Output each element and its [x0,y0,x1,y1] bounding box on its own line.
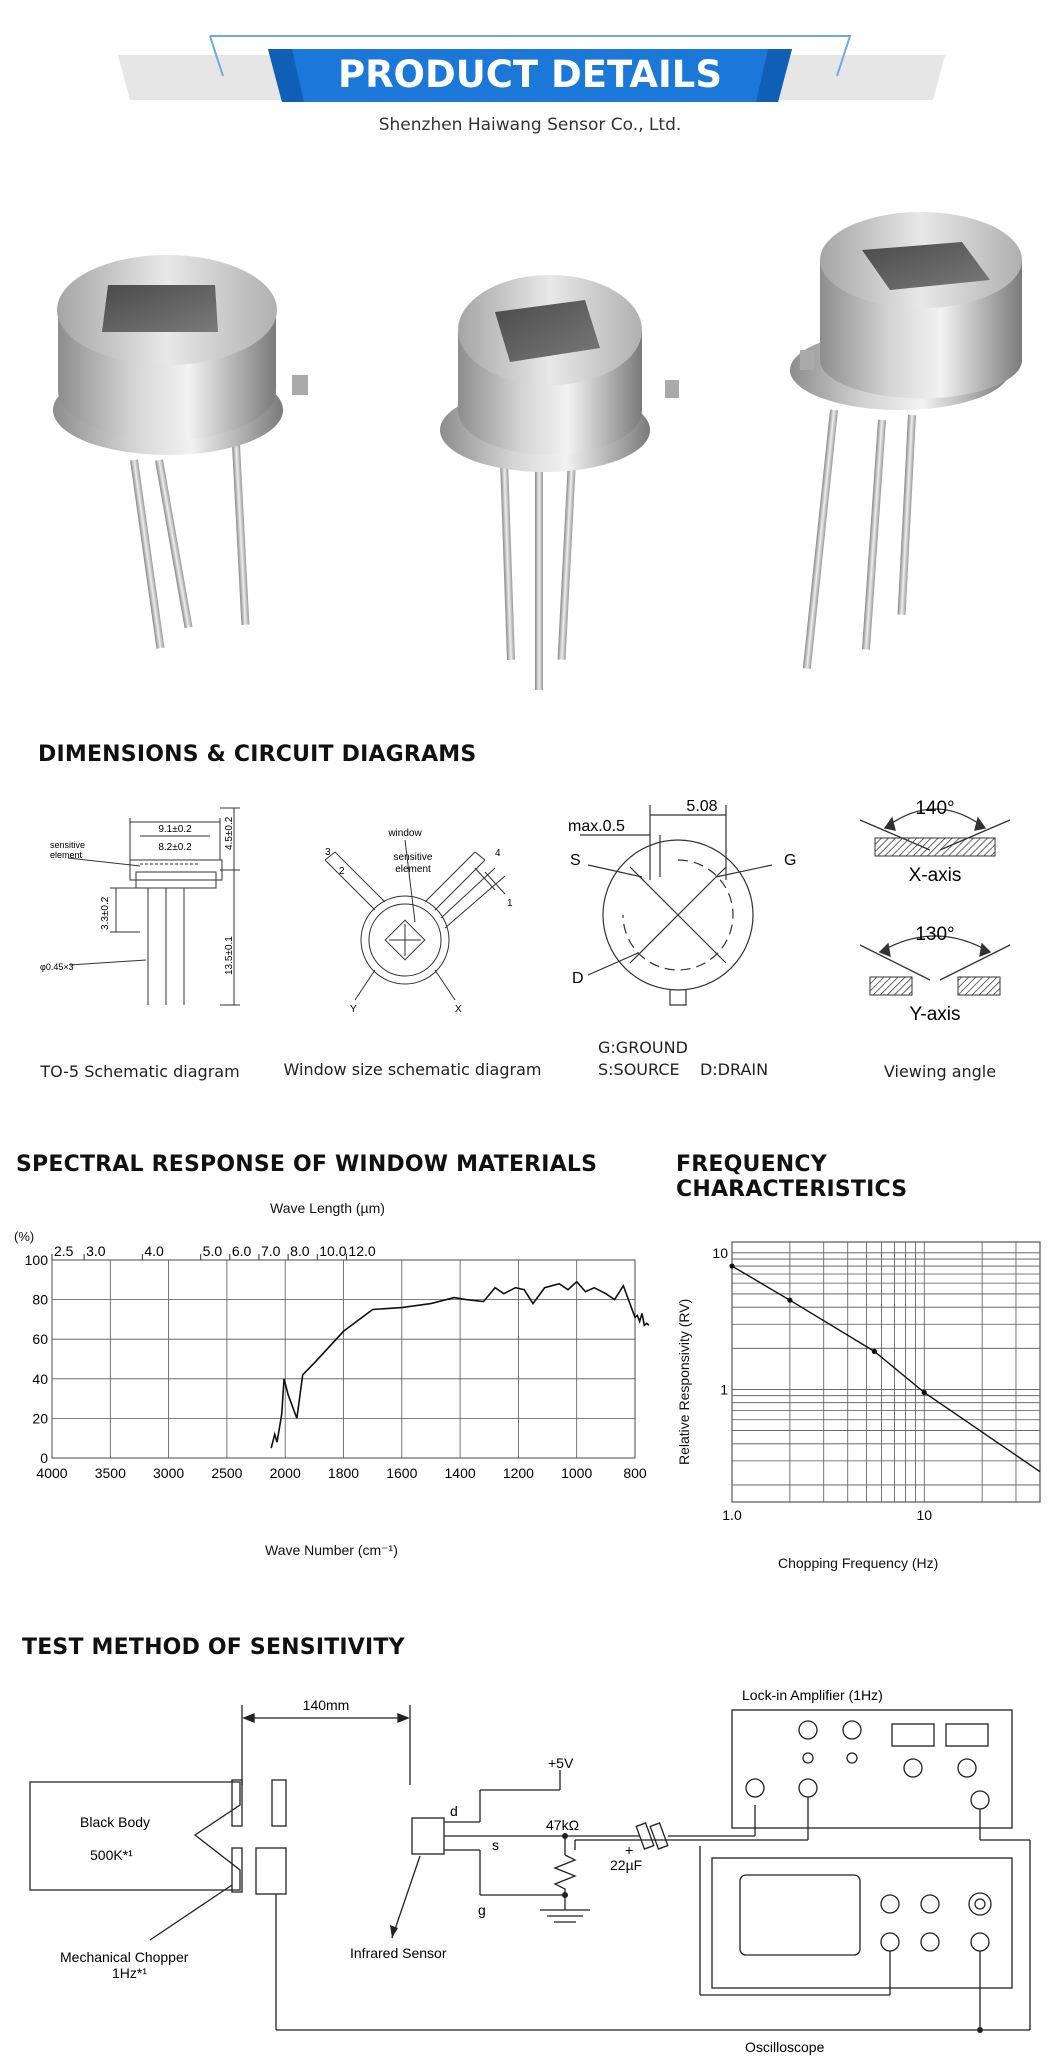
frequency-xlabel: Chopping Frequency (Hz) [778,1555,939,1571]
resistor-label: 47kΩ [546,1817,580,1833]
pinout-diagram [560,785,820,1025]
pinout-pitch-label: 5.08 [686,798,718,815]
spectral-x-tick: 1800 [327,1465,360,1481]
page-title: PRODUCT DETAILS [337,53,723,96]
test-heading: TEST METHOD OF SENSITIVITY [22,1635,405,1660]
pin-g-label: g [478,1902,486,1918]
frequency-x-tick: 1.0 [722,1507,742,1523]
spectral-y-tick: 80 [32,1291,48,1308]
frequency-y-tick: 1 [720,1381,728,1398]
window-label: window [388,828,422,839]
sensor-photo-1 [53,255,308,649]
spectral-x-tick: 1600 [386,1465,418,1481]
window-dim-3: 3 [325,847,331,858]
to5-label-pin-diameter: φ0.45×3 [40,962,74,972]
frequency-data-point [922,1390,927,1395]
spectral-top-tick: 6.0 [231,1243,252,1259]
pinout-max-label: max.0.5 [568,818,625,835]
window-dim-1: 1 [507,898,513,909]
to5-label-height: 4.5±0.2 [224,816,235,850]
product-photo [0,200,1060,720]
spectral-y-tick: 60 [32,1331,48,1348]
spectral-chart [0,1220,647,1550]
spectral-top-tick: 3.0 [86,1243,106,1259]
sensor-photo-3 [790,212,1022,669]
spectral-top-tick: 8.0 [290,1243,310,1259]
temperature-label: 500K*¹ [90,1847,133,1863]
y-axis-label: Y-axis [909,1004,961,1025]
capacitor-plus-label: + [625,1842,634,1858]
y-axis-angle: 130° [915,924,955,945]
frequency-chart [690,1220,1050,1550]
window-sensitive-label: sensitive [393,852,433,863]
window-dim-2: 2 [339,866,345,877]
x-axis-label: X-axis [908,865,962,886]
window-element-label: element [395,864,431,875]
window-y-label: Y [350,1004,357,1015]
pinout-d-label: D [572,970,584,987]
spectral-top-axis-title: Wave Length (µm) [270,1200,385,1216]
spectral-y-tick: 20 [32,1410,48,1427]
spectral-top-tick: 7.0 [260,1243,281,1259]
infrared-sensor-label: Infrared Sensor [350,1945,447,1961]
spectral-x-tick: 2000 [269,1465,301,1481]
spectral-x-tick: 800 [623,1465,647,1481]
spectral-y-tick: 40 [32,1370,48,1387]
spectral-top-tick: 12.0 [348,1243,376,1259]
frequency-data-point [872,1349,877,1354]
frequency-x-tick: 10 [916,1507,933,1523]
pinout-legend-line2: S:SOURCE D:DRAIN [598,1060,769,1079]
supply-label: +5V [548,1755,574,1771]
viewing-angle-diagram [840,780,1040,1030]
spectral-y-tick: 0 [40,1450,48,1466]
spectral-top-tick: 10.0 [319,1243,347,1259]
sensor-photo-2 [440,275,679,690]
capacitor-label: 22µF [610,1857,643,1873]
to5-label-sensitive: sensitive [50,840,86,850]
window-caption: Window size schematic diagram [283,1060,542,1079]
spectral-x-tick: 1000 [561,1465,593,1481]
spectral-x-tick: 3000 [153,1465,185,1481]
spectral-y-tick: 100 [24,1252,48,1268]
pinout-s-label: S [570,852,581,869]
black-body-label: Black Body [80,1814,151,1830]
to5-label-inner-diameter: 8.2±0.2 [158,842,192,853]
company-name: Shenzhen Haiwang Sensor Co., Ltd. [378,115,682,135]
to5-label-body-height: 3.3±0.2 [100,896,111,930]
x-axis-angle: 140° [915,798,955,819]
window-x-label: X [455,1004,462,1015]
pinout-g-label: G [784,852,797,869]
to5-label-outer-diameter: 9.1±0.2 [158,824,192,835]
pin-s-label: s [492,1837,499,1853]
to5-label-element: element [50,850,83,860]
oscilloscope-label: Oscilloscope [745,2039,825,2055]
spectral-x-tick: 3500 [94,1465,126,1481]
spectral-bottom-axis-title: Wave Number (cm⁻¹) [265,1542,398,1558]
spectral-x-tick: 4000 [36,1465,68,1481]
spectral-x-tick: 2500 [211,1465,243,1481]
spectral-heading: SPECTRAL RESPONSE OF WINDOW MATERIALS [16,1152,598,1177]
pin-d-label: d [450,1803,458,1819]
frequency-data-point [729,1263,734,1268]
spectral-y-unit: (%) [14,1229,35,1244]
pinout-legend-line1: G:GROUND [598,1038,688,1057]
frequency-series-line [732,1266,1040,1472]
frequency-y-tick: 10 [712,1244,728,1261]
chopper-label-line2: 1Hz*¹ [112,1965,148,1981]
window-dim-4: 4 [495,848,501,859]
spectral-top-tick: 4.0 [144,1243,164,1259]
to5-schematic-diagram [40,800,250,1030]
to5-label-pin-length: 13.5±0.1 [224,936,235,975]
spectral-top-tick: 2.5 [54,1243,74,1259]
lock-in-amplifier-label: Lock-in Amplifier (1Hz) [742,1687,883,1703]
dimensions-heading: DIMENSIONS & CIRCUIT DIAGRAMS [38,742,477,767]
frequency-plot-frame [732,1242,1040,1502]
frequency-ylabel: Relative Responsivity (RV) [676,1298,692,1465]
chopper-label-line1: Mechanical Chopper [60,1949,189,1965]
window-schematic-diagram [295,810,535,1020]
to5-caption: TO-5 Schematic diagram [40,1062,240,1081]
spectral-x-tick: 1400 [444,1465,476,1481]
spectral-top-tick: 5.0 [202,1243,223,1259]
test-circuit-diagram [0,1670,1060,2061]
frequency-heading: FREQUENCY CHARACTERISTICS [676,1152,908,1202]
viewing-caption: Viewing angle [883,1062,997,1081]
distance-label: 140mm [302,1697,350,1713]
spectral-x-tick: 1200 [502,1465,534,1481]
frequency-data-point [787,1298,792,1303]
